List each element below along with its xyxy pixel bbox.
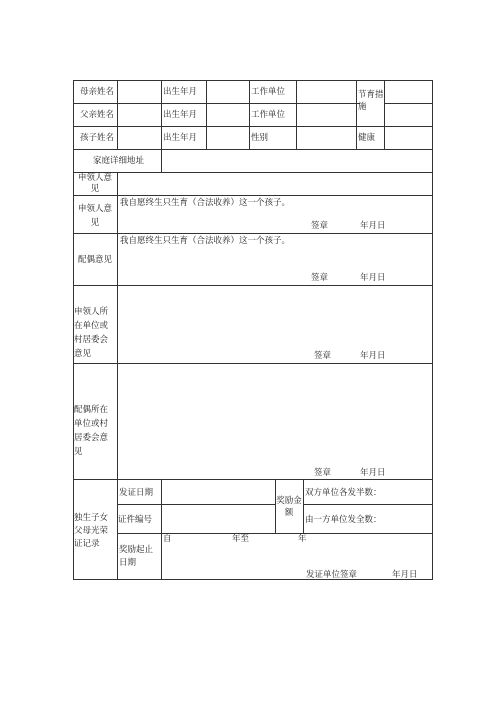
rule <box>249 80 250 149</box>
cert-no-label: 证件编号 <box>118 515 153 525</box>
rule <box>117 504 275 505</box>
border-top <box>73 80 432 81</box>
applicant-opinion-label: 申领人意见 <box>77 173 112 194</box>
certificate-label: 独生子女父母光荣证记录 <box>74 513 109 549</box>
rule <box>303 479 304 533</box>
rule <box>161 479 162 579</box>
applicant-unit-date-label: 年月日 <box>360 351 386 361</box>
rule <box>356 80 357 149</box>
one-full-label: 由一方单位发全数： <box>305 515 382 525</box>
applicant-date-label: 年月日 <box>360 221 386 231</box>
spouse-statement: 我自愿终生只生育（合法收养）这一个孩子。 <box>120 236 291 246</box>
child-birth-label: 出生年月 <box>163 133 198 143</box>
father-birth-label: 出生年月 <box>163 110 198 120</box>
rule <box>73 195 432 196</box>
rule <box>73 172 432 173</box>
rule <box>384 80 385 149</box>
spouse-date-label: 年月日 <box>360 273 386 283</box>
rule <box>73 233 432 234</box>
spouse-unit-date-label: 年月日 <box>360 468 386 478</box>
border-right <box>432 80 433 580</box>
spouse-opinion-label: 配偶意见 <box>78 255 113 265</box>
mother-name-label: 母亲姓名 <box>80 87 115 97</box>
applicant-unit-label: 申领人所在单位或村居委会意见 <box>74 307 109 359</box>
address-label: 家庭详细地址 <box>93 156 145 166</box>
reward-period-label: 奖励起止日期 <box>119 545 154 568</box>
spouse-unit-label: 配偶所在单位或村居委会意见 <box>74 405 109 457</box>
spouse-unit-sign-label: 签章 <box>314 468 332 478</box>
rule <box>73 363 432 364</box>
father-name-label: 父亲姓名 <box>80 110 115 120</box>
applicant-statement: 我自愿终生只生育（合法收养）这一个孩子。 <box>120 198 291 208</box>
rule <box>303 504 432 505</box>
rule <box>73 126 432 127</box>
birth-control-label: 节育措施 <box>358 90 384 112</box>
applicant-opinion-label-2: 申领人意见 <box>77 204 112 228</box>
father-work-label: 工作单位 <box>251 110 286 120</box>
applicant-sign-label: 签章 <box>311 221 329 231</box>
issue-date-label: 发证日期 <box>119 488 154 498</box>
both-half-label: 双方单位各发半数： <box>305 488 382 498</box>
issuer-sign-label: 发证单位签章 <box>306 570 358 580</box>
child-name-label: 孩子姓名 <box>80 133 115 143</box>
applicant-unit-sign-label: 签章 <box>314 351 332 361</box>
rule <box>384 103 432 104</box>
rule <box>161 149 162 172</box>
rule <box>296 80 297 149</box>
year-to-label: 年至 <box>232 534 250 544</box>
issuer-date-label: 年月日 <box>392 570 418 580</box>
border-bottom <box>73 579 432 580</box>
rule <box>206 80 207 149</box>
rule <box>73 479 432 480</box>
reward-amount-label: 奖励金额 <box>276 496 302 518</box>
from-label: 自 <box>163 534 172 544</box>
mother-birth-label: 出生年月 <box>163 87 198 97</box>
health-label: 健康 <box>358 133 376 143</box>
mother-work-label: 工作单位 <box>251 87 286 97</box>
year-label: 年 <box>298 534 307 544</box>
gender-label: 性别 <box>251 133 269 143</box>
rule <box>73 285 432 286</box>
spouse-sign-label: 签章 <box>311 273 329 283</box>
rule <box>73 149 432 150</box>
rule <box>117 80 118 149</box>
rule <box>161 80 162 149</box>
